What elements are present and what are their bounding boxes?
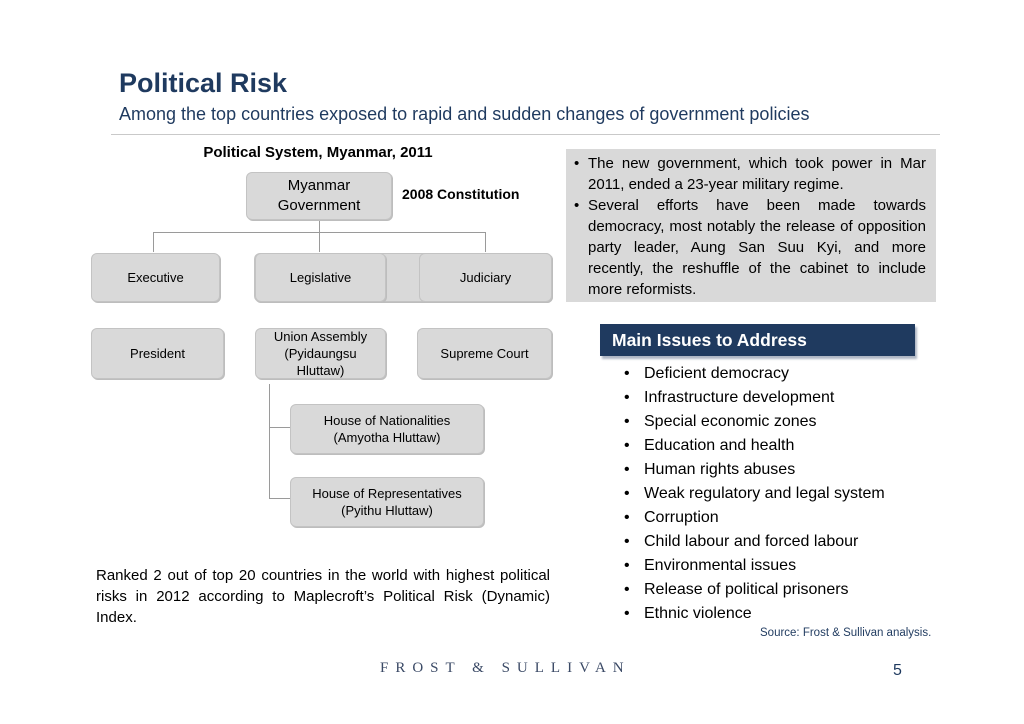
issues-list	[624, 362, 885, 626]
president-box	[91, 328, 224, 379]
executive-label: Executive	[127, 270, 184, 285]
myanmar-government-box	[246, 172, 392, 220]
house-of-nationalities-label: House of Nationalities (Amyotha Hluttaw)	[323, 413, 451, 445]
page-subtitle: Among the top countries exposed to rapid and sudden changes of government policies	[119, 104, 810, 124]
title-divider	[111, 134, 940, 135]
connector-line	[269, 427, 291, 428]
list-item: • Human rights abuses	[624, 458, 885, 482]
list-item: • Ethnic violence	[624, 602, 885, 626]
list-item: • Corruption	[624, 506, 885, 530]
page-number: 5	[893, 662, 902, 679]
myanmar-government-label: Myanmar Government	[277, 177, 361, 214]
president-label: President	[130, 346, 185, 361]
government-note-2	[574, 195, 926, 300]
bullet-icon: •	[574, 155, 580, 172]
bullet-icon: •	[624, 485, 630, 502]
bullet-icon: •	[574, 197, 580, 214]
connector-line	[153, 232, 154, 252]
page-title: Political Risk	[119, 68, 288, 98]
list-item: • Child labour and forced labour	[624, 530, 885, 554]
house-of-representatives-box	[290, 477, 484, 527]
list-item: • Environmental issues	[624, 554, 885, 578]
list-item: • Deficient democracy	[624, 362, 885, 386]
connector-line	[269, 498, 291, 499]
supreme-court-box	[417, 328, 552, 379]
brand-logo: FROST & SULLIVAN	[380, 660, 631, 676]
connector-line	[269, 384, 270, 498]
bullet-icon: •	[624, 413, 630, 430]
bullet-icon: •	[624, 557, 630, 574]
union-assembly-label: Union Assembly (Pyidaungsu Hluttaw)	[273, 329, 368, 378]
list-item: • Special economic zones	[624, 410, 885, 434]
house-of-nationalities-box	[290, 404, 484, 454]
connector-line	[485, 232, 486, 252]
bullet-icon: •	[624, 461, 630, 478]
bullet-icon: •	[624, 437, 630, 454]
org-chart-title: Political System, Myanmar, 2011	[203, 144, 433, 161]
judiciary-box	[419, 253, 552, 302]
connector-line	[319, 218, 320, 232]
union-assembly-box	[255, 328, 386, 379]
issues-heading: Main Issues to Address	[600, 324, 915, 356]
judiciary-label: Judiciary	[459, 270, 512, 285]
bullet-icon: •	[624, 365, 630, 382]
bullet-icon: •	[624, 509, 630, 526]
constitution-label: 2008 Constitution	[402, 186, 520, 202]
supreme-court-label: Supreme Court	[440, 346, 529, 361]
connector-line	[319, 232, 320, 252]
executive-box	[91, 253, 220, 302]
list-item: • Weak regulatory and legal system	[624, 482, 885, 506]
government-note-1	[574, 153, 926, 195]
list-item: • Infrastructure development	[624, 386, 885, 410]
list-item: • Education and health	[624, 434, 885, 458]
bullet-icon: •	[624, 389, 630, 406]
source-note: Source: Frost & Sullivan analysis.	[760, 627, 932, 639]
government-note-text: The new government, which took power in Mar 2011, ended a 23-year military regime.	[588, 155, 926, 193]
ranking-note: Ranked 2 out of top 20 countries in the world with highest political risks in 2012 according to Maplecroft’s Political Risk (Dynamic) Index.	[96, 567, 550, 626]
legislative-box	[255, 253, 386, 302]
list-item: • Release of political prisoners	[624, 578, 885, 602]
house-of-representatives-label: House of Representatives (Pyithu Hluttaw)	[312, 486, 462, 518]
bullet-icon: •	[624, 581, 630, 598]
bullet-icon: •	[624, 533, 630, 550]
government-note-text: Several efforts have been made towards democracy, most notably the release of opposition party leader, Aung San Suu Kyi, and more recently, the reshuffle of the cabinet to include more reformists.	[588, 197, 926, 298]
legislative-label: Legislative	[289, 270, 352, 285]
bullet-icon: •	[624, 605, 630, 622]
